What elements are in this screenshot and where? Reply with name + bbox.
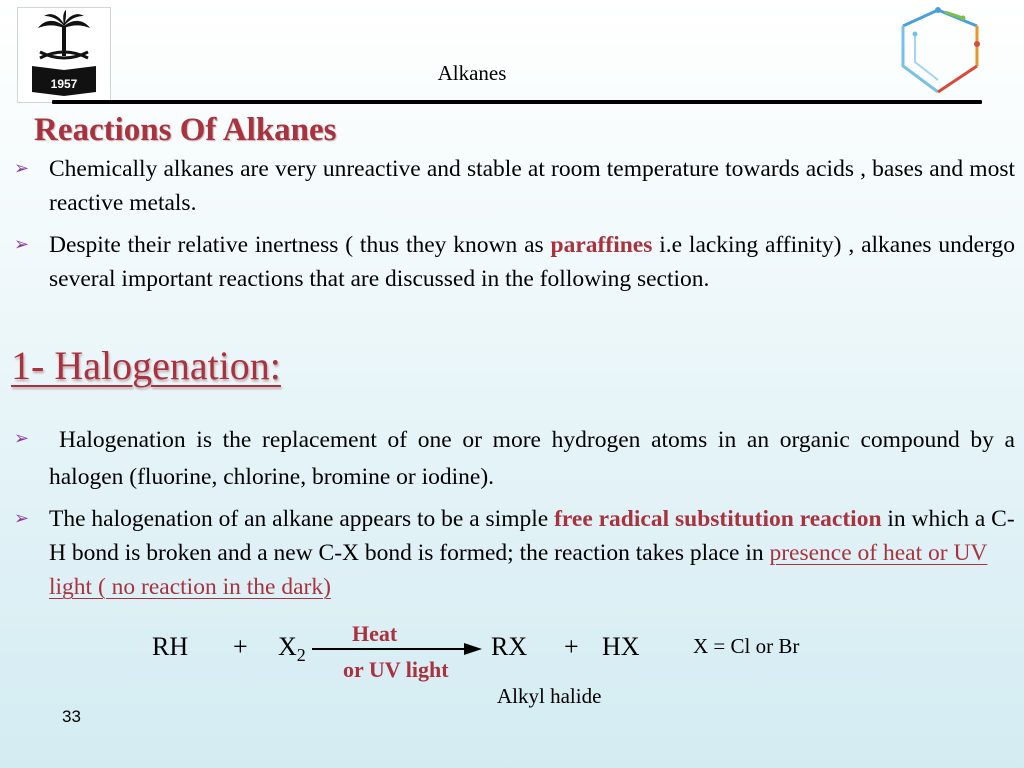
palm-swords-emblem-icon (18, 8, 110, 102)
arrow-label-heat: Heat (352, 621, 398, 646)
plus-sign: + (564, 632, 579, 661)
bullet-3-text: Halogenation is the replacement of one or more hydrogen atoms in an organic compound by a halogen (fluorine, chlorine, bromine or iodine). (49, 427, 1015, 490)
university-logo (17, 7, 111, 103)
bullet-4-text: The halogenation of an alkane appears to be a simple free radical substitution reaction in which a C-H bond is broken and a new C-X bond is formed; the reaction takes place in presence of heat or UV light ( no reaction in the dark) (49, 506, 1015, 600)
plus-sign: + (233, 632, 248, 661)
reactant-rh: RH (152, 632, 189, 661)
arrow-bullet-icon: ➢ (14, 158, 30, 178)
header-title: Alkanes (437, 61, 507, 85)
header-divider (52, 100, 982, 104)
svg-text:1957: 1957 (50, 77, 78, 91)
arrow-label-uv: or UV light (343, 657, 449, 682)
arrow-bullet-icon: ➢ (14, 234, 30, 254)
halogen-note: X = Cl or Br (693, 634, 800, 658)
highlight-paraffines: paraffines (550, 232, 653, 258)
arrow-bullet-icon: ➢ (14, 508, 30, 528)
page-number: 33 (62, 707, 81, 726)
product-label: Alkyl halide (497, 684, 602, 708)
highlight-heat-uv: presence of heat or UV light ( no reaction in the dark) (49, 540, 988, 600)
arrow-bullet-icon: ➢ (14, 428, 30, 448)
bullet-2-text: Despite their relative inertness ( thus they known as paraffines i.e lacking affinity) , alkanes undergo several important reactions that are discussed in the following section. (49, 232, 1015, 292)
section-title: Reactions Of Alkanes (34, 112, 337, 148)
reactant-x2: $X_2$ (278, 632, 306, 666)
reaction-arrow-icon (312, 641, 484, 657)
highlight-free-radical: free radical substitution reaction (554, 506, 882, 532)
product-rx: RX (491, 632, 528, 661)
halogenation-heading: 1- Halogenation: (11, 343, 281, 388)
bullet-1-text: Chemically alkanes are very unreactive and stable at room temperature towards acids , bases and most reactive metals. (49, 156, 1015, 216)
product-hx: HX (602, 632, 640, 661)
